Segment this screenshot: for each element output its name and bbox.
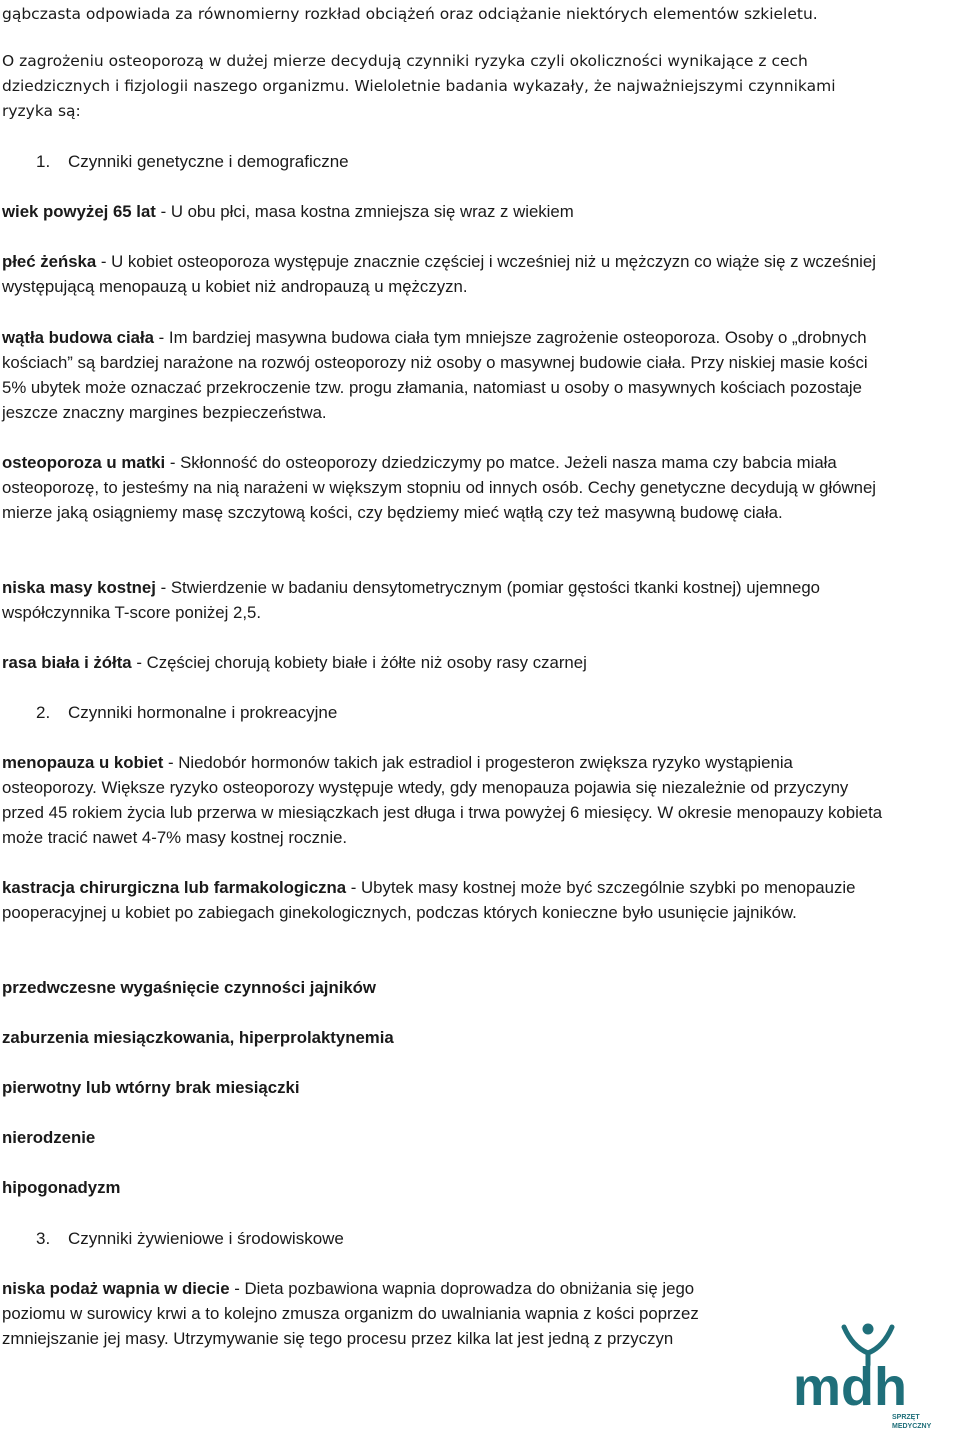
section-3-number: 3.: [36, 1229, 51, 1248]
logo-wordmark: mdh: [793, 1357, 907, 1417]
section-2-number: 2.: [36, 703, 51, 722]
risk-item: [2, 199, 890, 224]
risk-term: nierodzenie: [2, 1128, 96, 1147]
risk-item: [2, 249, 890, 299]
risk-term: pierwotny lub wtórny brak miesiączki: [2, 1078, 300, 1097]
risk-term: osteoporoza u matki: [2, 453, 166, 472]
risk-term: wiek powyżej 65 lat: [2, 202, 156, 221]
risk-item: [2, 1175, 890, 1200]
risk-item: [2, 1276, 760, 1351]
risk-term: zaburzenia miesiączkowania, hiperprolaktynemia: [2, 1028, 394, 1047]
section-1-number: 1.: [36, 152, 51, 171]
risk-term: niska masy kostnej: [2, 578, 156, 597]
risk-term: menopauza u kobiet: [2, 753, 164, 772]
section-1-heading: [36, 149, 349, 174]
risk-item: [2, 325, 890, 425]
risk-description: - Niedobór hormonów takich jak estradiol i progesteron zwiększa ryzyko wystąpienia osteoporozy. Większe ryzyko osteoporozy występuje wtedy, gdy menopauza pojawia się niezależnie od przyczyny przed 45 rokiem życia lub przerwa w miesiączkach jest długa i trwa powyżej 6 miesięcy. W okresie menopauzy kobieta może tracić nawet 4-7% masy kostnej rocznie.: [2, 753, 883, 847]
risk-term: płeć żeńska: [2, 252, 97, 271]
risk-description: - Ubytek masy kostnej może być szczególnie szybki po menopauzie pooperacyjnej u kobiet po zabiegach ginekologicznych, podczas których konieczne było usunięcie jajników.: [2, 878, 856, 922]
risk-description: - Im bardziej masywna budowa ciała tym mniejsze zagrożenie osteoporoza. Osoby o „drobnych kościach” są bardziej narażone na rozwój osteoporozy niż osoby o masywnej budowie ciała. Przy niskiej masie kości 5% ubytek może oznaczać przekroczenie tzw. progu złamania, natomiast u osoby o masywnych kościach pozostaje jeszcze znaczny margines bezpieczeństwa.: [2, 328, 868, 422]
mdh-logo: [780, 1323, 932, 1433]
risk-term: niska podaż wapnia w diecie: [2, 1279, 230, 1298]
risk-item: [2, 450, 890, 525]
risk-term: hipogonadyzm: [2, 1178, 121, 1197]
section-3-title: Czynniki żywieniowe i środowiskowe: [68, 1229, 344, 1248]
risk-item: [2, 1025, 890, 1050]
intro-paragraph-1: gąbczasta odpowiada za równomierny rozkład obciążeń oraz odciążanie niektórych elementów szkieletu.: [2, 5, 818, 23]
risk-term: kastracja chirurgiczna lub farmakologiczna: [2, 878, 347, 897]
risk-term: przedwczesne wygaśnięcie czynności jajników: [2, 978, 376, 997]
risk-description: - Skłonność do osteoporozy dziedziczymy po matce. Jeżeli nasza mama czy babcia miała osteoporozę, to jesteśmy na nią narażeni w większym stopniu od innych osób. Cechy genetyczne decydują w głównej mierze jaką osiągniemy masę szczytową kości, czy będziemy mieć wątłą czy też masywną budowę ciała.: [2, 453, 877, 522]
risk-description: - U kobiet osteoporoza występuje znacznie częściej i wcześniej niż u mężczyzn co wiąże się z wcześniej występującą menopauzą u kobiet niż andropauzą u mężczyzn.: [2, 252, 876, 296]
risk-description: - Częściej chorują kobiety białe i żółte niż osoby rasy czarnej: [131, 653, 587, 672]
section-1-title: Czynniki genetyczne i demograficzne: [68, 152, 349, 171]
risk-description: - Stwierdzenie w badaniu densytometrycznym (pomiar gęstości tkanki kostnej) ujemnego współczynnika T-score poniżej 2,5.: [2, 578, 821, 622]
section-2-title: Czynniki hormonalne i prokreacyjne: [68, 703, 338, 722]
risk-description: - U obu płci, masa kostna zmniejsza się wraz z wiekiem: [155, 202, 574, 221]
risk-item: [2, 975, 890, 1000]
logo-tagline-line1: SPRZĘT: [892, 1414, 920, 1421]
risk-item: [2, 1075, 890, 1100]
logo-tagline-line2: MEDYCZNY: [892, 1423, 932, 1430]
section-2-heading: [36, 700, 337, 725]
risk-item: [2, 1125, 890, 1150]
mdh-logo-graphic: [780, 1323, 932, 1433]
risk-term: rasa biała i żółta: [2, 653, 132, 672]
risk-description: - Dieta pozbawiona wapnia doprowadza do obniżania się jego poziomu w surowicy krwi a to kolejno zmusza organizm do uwalniania wapnia z kości poprzez zmniejszanie jej masy. Utrzymywanie się tego procesu przez kilka lat jest jedną z przyczyn: [2, 1279, 699, 1348]
risk-item: [2, 750, 890, 850]
section-3-heading: [36, 1226, 344, 1251]
risk-term: wątła budowa ciała: [2, 328, 155, 347]
risk-item: [2, 575, 890, 625]
risk-item: [2, 875, 890, 925]
intro-paragraph-2: O zagrożeniu osteoporozą w dużej mierze decydują czynniki ryzyka czyli okoliczności wynikające z cech dziedzicznych i fizjologii naszego organizmu. Wieloletnie badania wykazały, że najważniejszymi czynnikami ryzyka są:: [2, 52, 836, 120]
risk-item: [2, 650, 890, 675]
